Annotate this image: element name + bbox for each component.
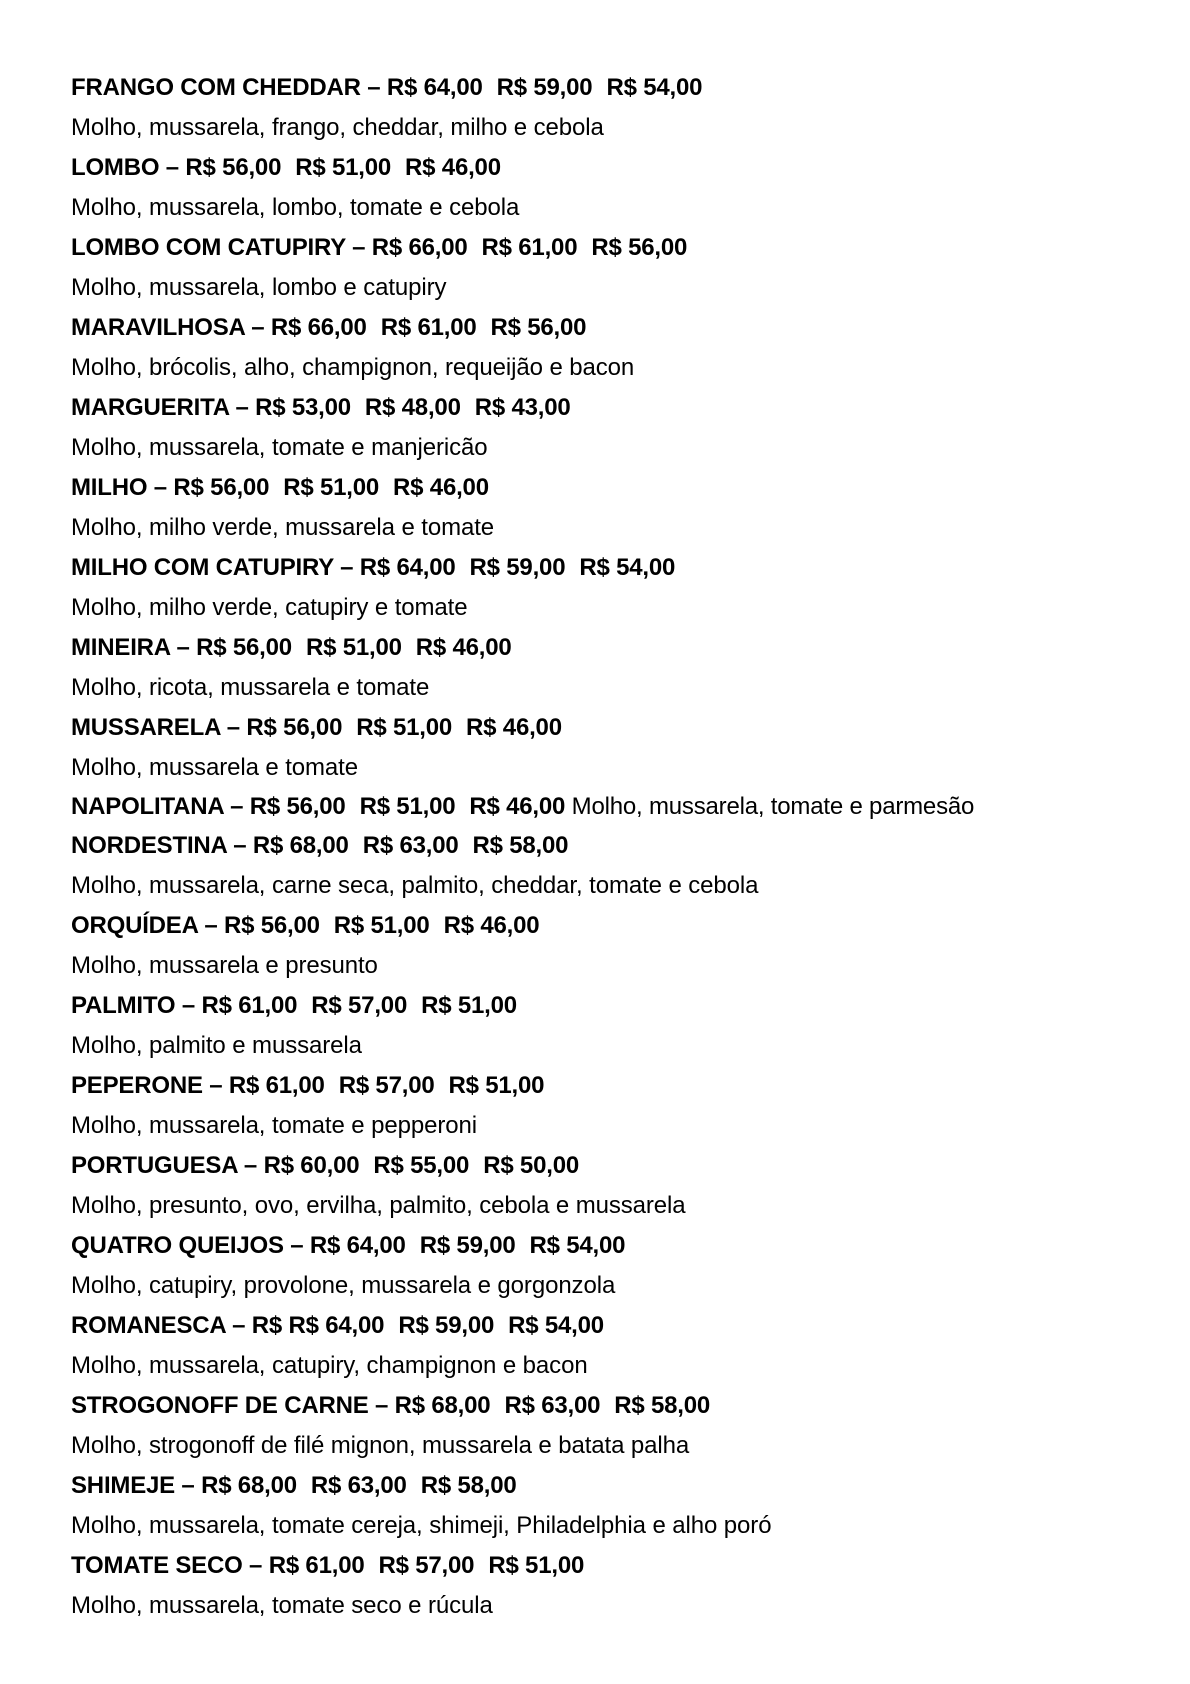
item-name: STROGONOFF DE CARNE (71, 1392, 369, 1419)
item-description: Molho, strogonoff de filé mignon, mussarela e batata palha (71, 1432, 690, 1459)
item-price: R$ 59,00 (398, 1312, 495, 1339)
item-description: Molho, mussarela e presunto (71, 952, 378, 979)
item-price: R$ 51,00 (305, 634, 402, 661)
item-title (71, 388, 1131, 428)
item-title (71, 1546, 1131, 1586)
item-separator: – (175, 992, 202, 1019)
item-title (71, 228, 1131, 268)
item-price: R$ R$ 64,00 (251, 1312, 385, 1339)
item-description: Molho, ricota, mussarela e tomate (71, 674, 430, 701)
item-price: R$ 56,00 (591, 234, 688, 261)
item-price: R$ 51,00 (295, 154, 392, 181)
item-description: Molho, presunto, ovo, ervilha, palmito, cebola e mussarela (71, 1192, 686, 1219)
item-price: R$ 61,00 (268, 1552, 365, 1579)
item-description: Molho, mussarela, tomate e parmesão (571, 793, 975, 820)
item-title (71, 548, 1131, 588)
item-price: R$ 56,00 (196, 634, 292, 661)
item-description: Molho, mussarela, catupiry, champignon e bacon (71, 1352, 588, 1379)
item-separator: – (223, 793, 250, 820)
item-price: R$ 63,00 (310, 1472, 407, 1499)
item-price: R$ 46,00 (393, 474, 489, 501)
item-price: R$ 61,00 (380, 314, 477, 341)
item-description: Molho, brócolis, alho, champignon, requeijão e bacon (71, 354, 635, 381)
item-description: Molho, palmito e mussarela (71, 1032, 362, 1059)
item-separator: – (225, 1312, 252, 1339)
item-description: Molho, catupiry, provolone, mussarela e gorgonzola (71, 1272, 616, 1299)
item-price: R$ 43,00 (474, 394, 571, 421)
item-name: MARAVILHOSA (71, 314, 245, 341)
item-separator: – (226, 832, 253, 859)
item-separator: – (360, 74, 387, 101)
item-price: R$ 55,00 (373, 1152, 470, 1179)
item-price: R$ 61,00 (228, 1072, 325, 1099)
item-separator: – (242, 1552, 269, 1579)
item-price: R$ 56,00 (173, 474, 270, 501)
item-price: R$ 58,00 (472, 832, 569, 859)
item-name: ORQUÍDEA (71, 912, 198, 939)
item-name: ROMANESCA (71, 1312, 226, 1339)
item-name: LOMBO COM CATUPIRY (71, 234, 346, 261)
item-name: MILHO (71, 474, 148, 501)
item-name: SHIMEJE (71, 1472, 175, 1499)
item-price: R$ 50,00 (483, 1152, 579, 1179)
item-price: R$ 56,00 (490, 314, 587, 341)
item-price: R$ 57,00 (378, 1552, 475, 1579)
item-name: PEPERONE (71, 1072, 203, 1099)
item-price: R$ 54,00 (606, 74, 703, 101)
item-description: Molho, mussarela, lombo e catupiry (71, 274, 447, 301)
item-description: Molho, mussarela, tomate e pepperoni (71, 1112, 477, 1139)
item-separator: – (147, 474, 174, 501)
item-price: R$ 64,00 (386, 74, 483, 101)
item-title (71, 1226, 1131, 1266)
item-price: R$ 63,00 (504, 1392, 601, 1419)
item-title (71, 628, 1131, 668)
item-price: R$ 64,00 (309, 1232, 406, 1259)
item-price: R$ 56,00 (185, 154, 282, 181)
item-price: R$ 46,00 (469, 793, 566, 820)
item-price: R$ 60,00 (263, 1152, 360, 1179)
item-price: R$ 63,00 (362, 832, 459, 859)
item-separator: – (220, 714, 247, 741)
item-separator: – (244, 314, 271, 341)
item-price: R$ 68,00 (201, 1472, 297, 1499)
item-description: Molho, milho verde, catupiry e tomate (71, 594, 468, 621)
item-description: Molho, mussarela, tomate seco e rúcula (71, 1592, 493, 1619)
item-price: R$ 68,00 (394, 1392, 491, 1419)
item-title (71, 1146, 1131, 1186)
item-price: R$ 51,00 (421, 992, 517, 1019)
item-price: R$ 56,00 (223, 912, 320, 939)
item-description: Molho, mussarela e tomate (71, 754, 358, 781)
item-title (71, 468, 1131, 508)
item-title (71, 986, 1131, 1026)
item-separator: – (170, 634, 197, 661)
item-price: R$ 54,00 (508, 1312, 604, 1339)
item-name: MINEIRA (71, 634, 171, 661)
item-title (71, 68, 1131, 108)
item-name: FRANGO COM CHEDDAR (71, 74, 361, 101)
pizza-menu-list (71, 68, 1131, 1626)
item-title (71, 1466, 1131, 1506)
item-description: Molho, mussarela, tomate cereja, shimeji, Philadelphia e alho poró (71, 1512, 772, 1539)
item-separator: – (283, 1232, 310, 1259)
item-price: R$ 46,00 (415, 634, 512, 661)
item-description: Molho, milho verde, mussarela e tomate (71, 514, 495, 541)
item-name: MARGUERITA (71, 394, 229, 421)
item-title (71, 308, 1131, 348)
item-name: MUSSARELA (71, 714, 221, 741)
item-price: R$ 54,00 (529, 1232, 626, 1259)
item-separator: – (197, 912, 224, 939)
item-price: R$ 61,00 (201, 992, 298, 1019)
item-description: Molho, mussarela, lombo, tomate e cebola (71, 194, 520, 221)
item-price: R$ 46,00 (466, 714, 562, 741)
item-price: R$ 51,00 (359, 793, 456, 820)
item-title (71, 708, 1131, 748)
item-price: R$ 66,00 (270, 314, 367, 341)
item-title (71, 1066, 1131, 1106)
item-price: R$ 68,00 (252, 832, 349, 859)
item-price: R$ 66,00 (371, 234, 468, 261)
item-price: R$ 51,00 (283, 474, 380, 501)
item-name: PALMITO (71, 992, 176, 1019)
item-separator: – (237, 1152, 264, 1179)
item-price: R$ 57,00 (338, 1072, 435, 1099)
item-price: R$ 58,00 (614, 1392, 711, 1419)
item-title (71, 906, 1131, 946)
item-separator: – (202, 1072, 229, 1099)
item-price: R$ 56,00 (246, 714, 343, 741)
item-name: QUATRO QUEIJOS (71, 1232, 284, 1259)
item-price: R$ 59,00 (496, 74, 593, 101)
item-price: R$ 58,00 (420, 1472, 517, 1499)
item-separator: – (229, 394, 256, 421)
item-price: R$ 48,00 (364, 394, 461, 421)
item-price: R$ 46,00 (405, 154, 501, 181)
item-price: R$ 59,00 (469, 554, 566, 581)
item-price: R$ 57,00 (311, 992, 408, 1019)
item-name: PORTUGUESA (71, 1152, 238, 1179)
menu-item (71, 788, 1131, 826)
item-price: R$ 61,00 (481, 234, 578, 261)
item-price: R$ 56,00 (249, 793, 346, 820)
item-name: MILHO COM CATUPIRY (71, 554, 334, 581)
item-price: R$ 59,00 (419, 1232, 516, 1259)
item-title (71, 1386, 1131, 1426)
item-title (71, 148, 1131, 188)
item-price: R$ 51,00 (333, 912, 430, 939)
item-name: LOMBO (71, 154, 160, 181)
item-description: Molho, mussarela, frango, cheddar, milho e cebola (71, 114, 604, 141)
item-separator: – (368, 1392, 395, 1419)
item-price: R$ 53,00 (255, 394, 351, 421)
item-separator: – (174, 1472, 202, 1499)
item-separator: – (333, 554, 360, 581)
item-name: NAPOLITANA (71, 793, 224, 820)
item-price: R$ 54,00 (579, 554, 676, 581)
item-description: Molho, mussarela, carne seca, palmito, cheddar, tomate e cebola (71, 872, 759, 899)
item-price: R$ 51,00 (356, 714, 453, 741)
item-title (71, 826, 1131, 866)
item-separator: – (159, 154, 186, 181)
item-title (71, 1306, 1131, 1346)
item-price: R$ 46,00 (443, 912, 540, 939)
item-price: R$ 51,00 (488, 1552, 585, 1579)
item-separator: – (345, 234, 372, 261)
item-name: NORDESTINA (71, 832, 227, 859)
item-title (71, 793, 565, 820)
item-description: Molho, mussarela, tomate e manjericão (71, 434, 488, 461)
item-price: R$ 51,00 (448, 1072, 545, 1099)
item-price: R$ 64,00 (359, 554, 456, 581)
item-name: TOMATE SECO (71, 1552, 243, 1579)
